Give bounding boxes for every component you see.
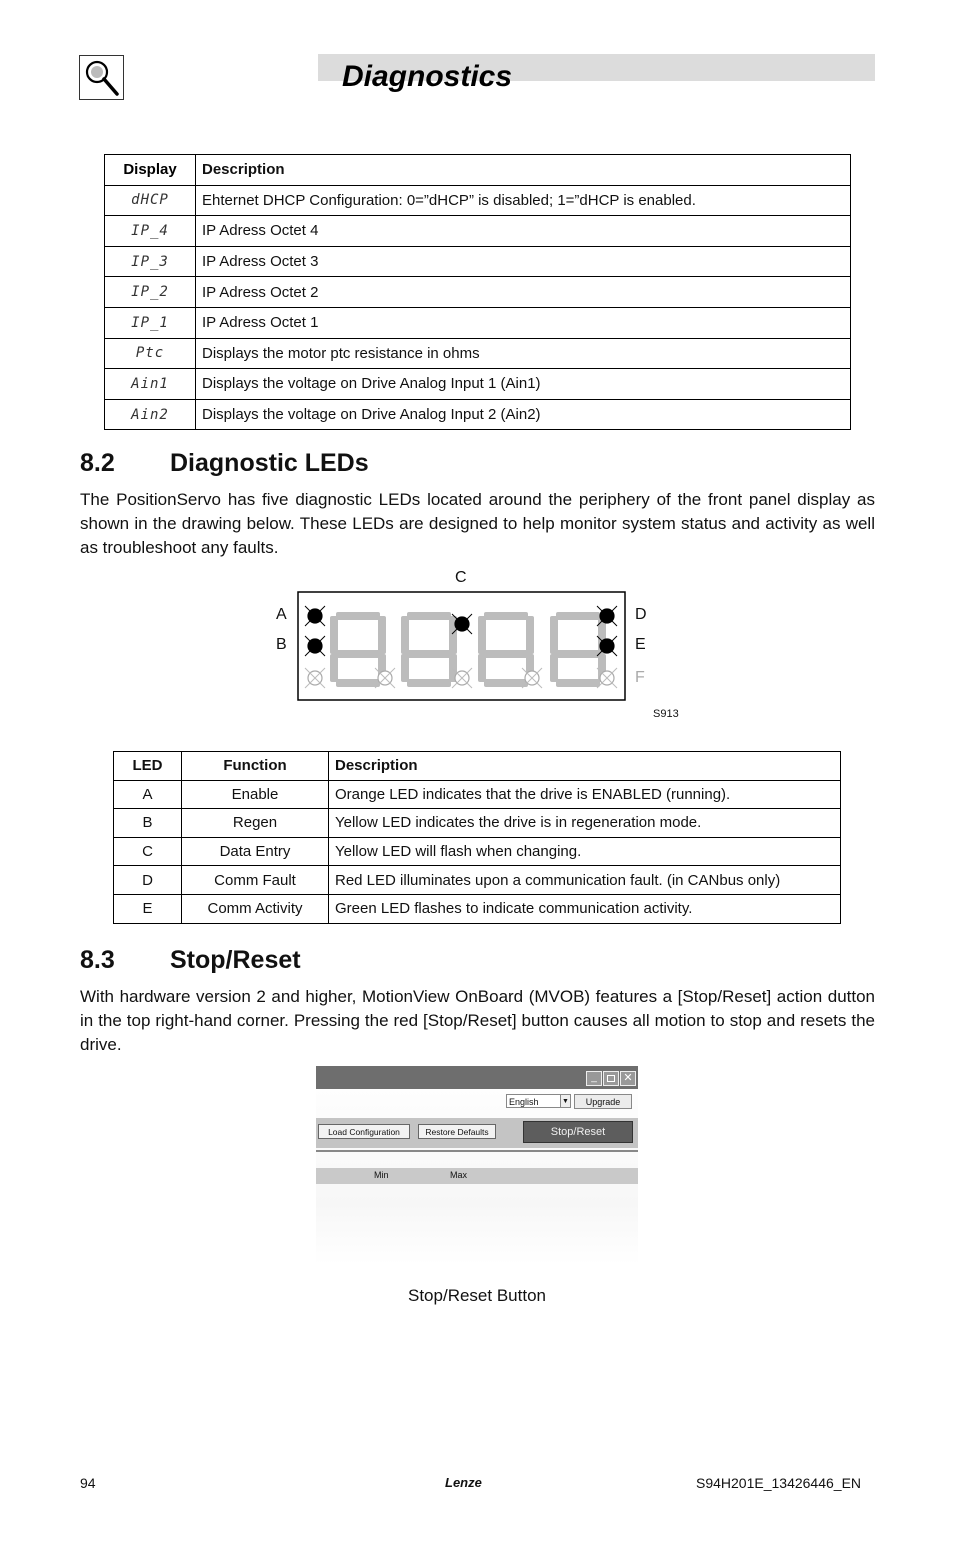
figure-caption: Stop/Reset Button (408, 1286, 546, 1305)
section-body: With hardware version 2 and higher, MotionView OnBoard (MVOB) features a [Stop/Reset] action dutton in the top right-hand corner. Pressing the red [Stop/Reset] button causes all motion to stop and resets the drive. (80, 987, 875, 1054)
divider (316, 1150, 638, 1152)
led-f-icon (597, 668, 617, 688)
restore-defaults-button[interactable]: Restore Defaults (418, 1124, 496, 1139)
led-a-icon (305, 606, 325, 626)
section-title: Diagnostic LEDs (170, 449, 369, 477)
led-e-icon (597, 636, 617, 656)
section-number: 8.2 (80, 449, 115, 477)
led-off-icon (452, 668, 472, 688)
led-label-c: C (455, 569, 467, 586)
column-header: Function (182, 752, 329, 781)
led-label-a: A (276, 606, 287, 623)
led-description: Green LED flashes to indicate communication activity. (329, 894, 841, 923)
close-icon[interactable]: ✕ (620, 1071, 636, 1086)
led-function: Comm Activity (182, 894, 329, 923)
led-function: Data Entry (182, 837, 329, 866)
display-code: IP_3 (105, 246, 196, 277)
led-label-d: D (635, 606, 647, 623)
column-header: LED (114, 752, 182, 781)
table-header-row (105, 155, 851, 186)
display-table (104, 154, 851, 430)
column-header: Description (329, 752, 841, 781)
led-id: D (114, 866, 182, 895)
table-row (114, 894, 841, 923)
display-code: IP_2 (105, 277, 196, 308)
upgrade-button[interactable]: Upgrade (574, 1094, 632, 1109)
document-id: S94H201E_13426446_EN (696, 1475, 862, 1491)
led-id: B (114, 809, 182, 838)
magnifier-icon (79, 55, 124, 100)
display-description: IP Adress Octet 1 (196, 307, 851, 338)
led-off-icon (305, 668, 325, 688)
display-description: Ehternet DHCP Configuration: 0=”dHCP” is disabled; 1=”dHCP is enabled. (196, 185, 851, 216)
display-code: dHCP (105, 185, 196, 216)
stop-reset-button[interactable]: Stop/Reset (523, 1121, 633, 1143)
table-row (114, 780, 841, 809)
led-panel-figure (268, 568, 688, 728)
display-description: Displays the voltage on Drive Analog Input 1 (Ain1) (196, 369, 851, 400)
table-row (114, 809, 841, 838)
led-label-f: F (635, 669, 645, 686)
led-id: C (114, 837, 182, 866)
section-body: The PositionServo has five diagnostic LEDs located around the periphery of the front panel display as shown in the drawing below. These LEDs are designed to help monitor system status and activity as well as troubleshoot any faults. (80, 490, 875, 557)
led-c-icon (452, 614, 472, 634)
display-description: IP Adress Octet 4 (196, 216, 851, 247)
section-number: 8.3 (80, 946, 115, 974)
brand-logo: Lenze (445, 1475, 482, 1490)
led-off-icon (522, 668, 542, 688)
table-row (105, 338, 851, 369)
grid-header (316, 1168, 638, 1184)
display-description: Displays the motor ptc resistance in ohms (196, 338, 851, 369)
led-function: Comm Fault (182, 866, 329, 895)
language-select[interactable]: English (506, 1094, 570, 1108)
page-title: Diagnostics (342, 60, 513, 93)
chevron-down-icon[interactable]: ▼ (560, 1094, 571, 1108)
min-column-header: Min (374, 1170, 389, 1180)
table-row (105, 399, 851, 430)
display-code: IP_1 (105, 307, 196, 338)
led-d-icon (597, 606, 617, 626)
led-id: A (114, 780, 182, 809)
led-off-icon (375, 668, 395, 688)
led-id: E (114, 894, 182, 923)
led-description: Yellow LED indicates the drive is in regeneration mode. (329, 809, 841, 838)
column-header: Description (196, 155, 851, 186)
load-configuration-button[interactable]: Load Configuration (318, 1124, 410, 1139)
display-description: IP Adress Octet 2 (196, 277, 851, 308)
figure-id: S913 (653, 708, 679, 720)
led-description: Red LED illuminates upon a communication fault. (in CANbus only) (329, 866, 841, 895)
display-code: IP_4 (105, 216, 196, 247)
table-row (105, 307, 851, 338)
display-description: IP Adress Octet 3 (196, 246, 851, 277)
table-row (105, 185, 851, 216)
table-row (114, 837, 841, 866)
display-code: Ain1 (105, 369, 196, 400)
max-column-header: Max (450, 1170, 468, 1180)
page-number: 94 (80, 1475, 96, 1491)
display-description: Displays the voltage on Drive Analog Input 2 (Ain2) (196, 399, 851, 430)
table-row (105, 369, 851, 400)
led-function: Regen (182, 809, 329, 838)
table-row (105, 277, 851, 308)
maximize-icon[interactable] (603, 1071, 619, 1086)
table-row (105, 216, 851, 247)
led-table (113, 751, 841, 924)
led-description: Orange LED indicates that the drive is ENABLED (running). (329, 780, 841, 809)
led-label-e: E (635, 636, 646, 653)
column-header: Display (105, 155, 196, 186)
table-row (105, 246, 851, 277)
table-row (114, 866, 841, 895)
stop-reset-screenshot (316, 1066, 638, 1264)
led-b-icon (305, 636, 325, 656)
display-code: Ptc (105, 338, 196, 369)
section-title: Stop/Reset (170, 946, 301, 974)
minimize-icon[interactable]: _ (586, 1071, 602, 1086)
led-label-b: B (276, 636, 287, 653)
display-code: Ain2 (105, 399, 196, 430)
led-description: Yellow LED will flash when changing. (329, 837, 841, 866)
led-function: Enable (182, 780, 329, 809)
table-header-row (114, 752, 841, 781)
